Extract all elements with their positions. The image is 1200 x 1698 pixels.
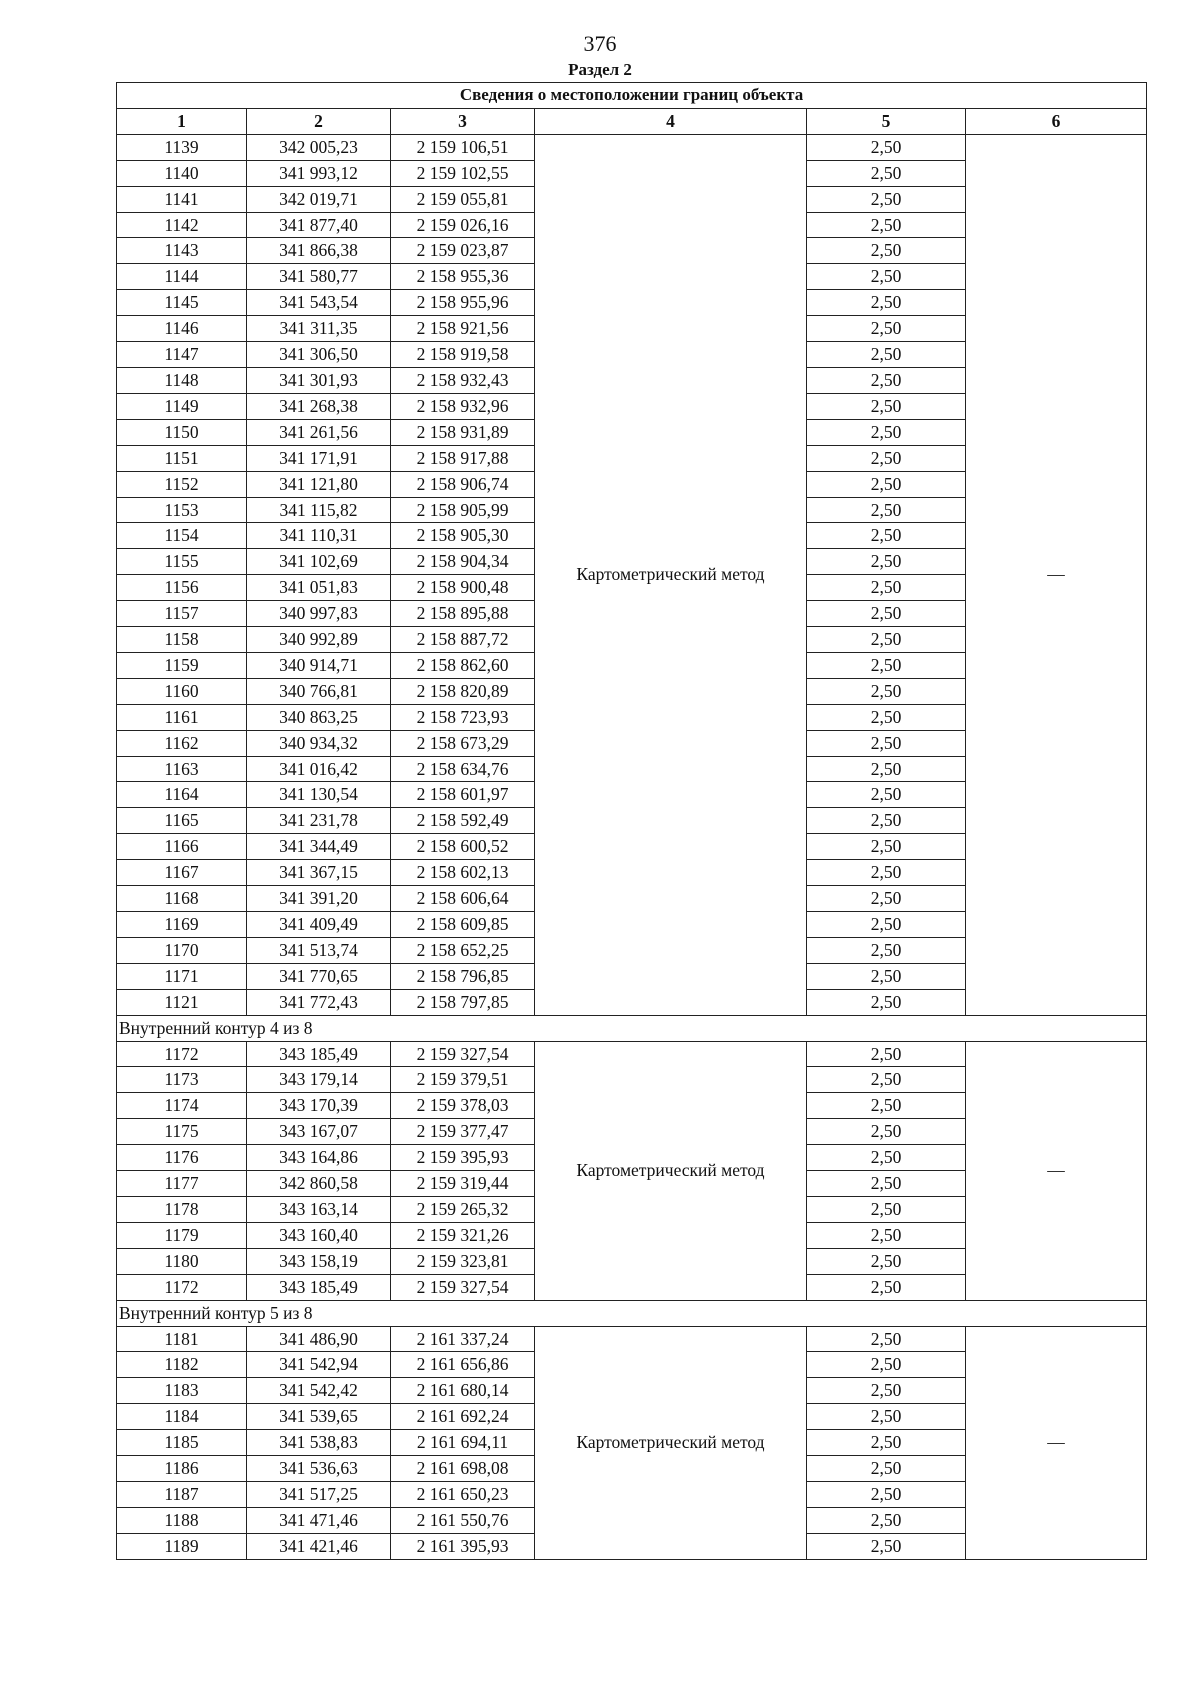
column-header-4: 4 xyxy=(535,108,807,134)
y-coordinate-cell: 2 158 931,89 xyxy=(391,419,535,445)
point-number-cell: 1187 xyxy=(117,1481,247,1507)
x-coordinate-cell: 343 170,39 xyxy=(247,1093,391,1119)
precision-cell: 2,50 xyxy=(807,989,966,1015)
x-coordinate-cell: 341 543,54 xyxy=(247,290,391,316)
y-coordinate-cell: 2 158 634,76 xyxy=(391,756,535,782)
precision-cell: 2,50 xyxy=(807,963,966,989)
x-coordinate-cell: 341 306,50 xyxy=(247,342,391,368)
x-coordinate-cell: 341 539,65 xyxy=(247,1404,391,1430)
precision-cell: 2,50 xyxy=(807,1456,966,1482)
x-coordinate-cell: 341 486,90 xyxy=(247,1326,391,1352)
precision-cell: 2,50 xyxy=(807,1248,966,1274)
precision-cell: 2,50 xyxy=(807,264,966,290)
point-number-cell: 1156 xyxy=(117,575,247,601)
column-header-3: 3 xyxy=(391,108,535,134)
x-coordinate-cell: 341 517,25 xyxy=(247,1481,391,1507)
point-number-cell: 1158 xyxy=(117,627,247,653)
precision-cell: 2,50 xyxy=(807,134,966,160)
precision-cell: 2,50 xyxy=(807,1404,966,1430)
precision-cell: 2,50 xyxy=(807,445,966,471)
precision-cell: 2,50 xyxy=(807,886,966,912)
point-number-cell: 1188 xyxy=(117,1507,247,1533)
point-number-cell: 1176 xyxy=(117,1145,247,1171)
x-coordinate-cell: 343 160,40 xyxy=(247,1222,391,1248)
x-coordinate-cell: 341 391,20 xyxy=(247,886,391,912)
precision-cell: 2,50 xyxy=(807,290,966,316)
y-coordinate-cell: 2 161 698,08 xyxy=(391,1456,535,1482)
precision-cell: 2,50 xyxy=(807,1378,966,1404)
point-number-cell: 1152 xyxy=(117,471,247,497)
y-coordinate-cell: 2 161 550,76 xyxy=(391,1507,535,1533)
page-number: 376 xyxy=(583,31,617,56)
x-coordinate-cell: 341 110,31 xyxy=(247,523,391,549)
point-number-cell: 1142 xyxy=(117,212,247,238)
y-coordinate-cell: 2 161 680,14 xyxy=(391,1378,535,1404)
y-coordinate-cell: 2 159 026,16 xyxy=(391,212,535,238)
point-number-cell: 1153 xyxy=(117,497,247,523)
y-coordinate-cell: 2 158 602,13 xyxy=(391,860,535,886)
x-coordinate-cell: 341 051,83 xyxy=(247,575,391,601)
column-header-1: 1 xyxy=(117,108,247,134)
table-body xyxy=(117,134,1147,1559)
precision-cell: 2,50 xyxy=(807,316,966,342)
precision-cell: 2,50 xyxy=(807,937,966,963)
y-coordinate-cell: 2 159 106,51 xyxy=(391,134,535,160)
y-coordinate-cell: 2 159 378,03 xyxy=(391,1093,535,1119)
precision-cell: 2,50 xyxy=(807,160,966,186)
y-coordinate-cell: 2 158 905,99 xyxy=(391,497,535,523)
precision-cell: 2,50 xyxy=(807,367,966,393)
precision-cell: 2,50 xyxy=(807,912,966,938)
y-coordinate-cell: 2 161 694,11 xyxy=(391,1430,535,1456)
table-row xyxy=(117,1326,1147,1352)
x-coordinate-cell: 341 367,15 xyxy=(247,860,391,886)
y-coordinate-cell: 2 159 319,44 xyxy=(391,1171,535,1197)
point-number-cell: 1121 xyxy=(117,989,247,1015)
table-title: Сведения о местоположении границ объекта xyxy=(117,83,1147,109)
y-coordinate-cell: 2 159 102,55 xyxy=(391,160,535,186)
point-number-cell: 1141 xyxy=(117,186,247,212)
point-number-cell: 1169 xyxy=(117,912,247,938)
x-coordinate-cell: 341 016,42 xyxy=(247,756,391,782)
y-coordinate-cell: 2 158 906,74 xyxy=(391,471,535,497)
column-header-5: 5 xyxy=(807,108,966,134)
y-coordinate-cell: 2 158 895,88 xyxy=(391,601,535,627)
contour-label: Внутренний контур 4 из 8 xyxy=(117,1015,1147,1041)
x-coordinate-cell: 340 997,83 xyxy=(247,601,391,627)
x-coordinate-cell: 341 993,12 xyxy=(247,160,391,186)
y-coordinate-cell: 2 158 900,48 xyxy=(391,575,535,601)
point-number-cell: 1151 xyxy=(117,445,247,471)
point-number-cell: 1160 xyxy=(117,678,247,704)
point-number-cell: 1162 xyxy=(117,730,247,756)
y-coordinate-cell: 2 161 395,93 xyxy=(391,1533,535,1559)
y-coordinate-cell: 2 158 592,49 xyxy=(391,808,535,834)
precision-cell: 2,50 xyxy=(807,342,966,368)
x-coordinate-cell: 343 179,14 xyxy=(247,1067,391,1093)
precision-cell: 2,50 xyxy=(807,601,966,627)
point-number-cell: 1148 xyxy=(117,367,247,393)
precision-cell: 2,50 xyxy=(807,627,966,653)
boundary-table xyxy=(116,82,1147,1560)
point-number-cell: 1174 xyxy=(117,1093,247,1119)
x-coordinate-cell: 341 102,69 xyxy=(247,549,391,575)
y-coordinate-cell: 2 161 337,24 xyxy=(391,1326,535,1352)
point-number-cell: 1146 xyxy=(117,316,247,342)
column-header-6: 6 xyxy=(966,108,1147,134)
x-coordinate-cell: 341 421,46 xyxy=(247,1533,391,1559)
precision-cell: 2,50 xyxy=(807,756,966,782)
boundary-table-container xyxy=(116,82,1147,1560)
precision-cell: 2,50 xyxy=(807,1326,966,1352)
table-title-row xyxy=(117,83,1147,109)
y-coordinate-cell: 2 158 904,34 xyxy=(391,549,535,575)
y-coordinate-cell: 2 158 932,96 xyxy=(391,393,535,419)
point-number-cell: 1143 xyxy=(117,238,247,264)
table-row xyxy=(117,1041,1147,1067)
y-coordinate-cell: 2 158 652,25 xyxy=(391,937,535,963)
column-6-cell: — xyxy=(966,134,1147,1015)
point-number-cell: 1182 xyxy=(117,1352,247,1378)
point-number-cell: 1168 xyxy=(117,886,247,912)
x-coordinate-cell: 343 158,19 xyxy=(247,1248,391,1274)
precision-cell: 2,50 xyxy=(807,238,966,264)
x-coordinate-cell: 341 580,77 xyxy=(247,264,391,290)
y-coordinate-cell: 2 158 797,85 xyxy=(391,989,535,1015)
precision-cell: 2,50 xyxy=(807,523,966,549)
x-coordinate-cell: 341 538,83 xyxy=(247,1430,391,1456)
x-coordinate-cell: 340 766,81 xyxy=(247,678,391,704)
point-number-cell: 1164 xyxy=(117,782,247,808)
y-coordinate-cell: 2 158 606,64 xyxy=(391,886,535,912)
method-cell: Картометрический метод xyxy=(535,1326,807,1559)
x-coordinate-cell: 341 513,74 xyxy=(247,937,391,963)
point-number-cell: 1145 xyxy=(117,290,247,316)
x-coordinate-cell: 342 019,71 xyxy=(247,186,391,212)
x-coordinate-cell: 341 866,38 xyxy=(247,238,391,264)
y-coordinate-cell: 2 158 919,58 xyxy=(391,342,535,368)
y-coordinate-cell: 2 158 609,85 xyxy=(391,912,535,938)
table-head xyxy=(117,83,1147,135)
precision-cell: 2,50 xyxy=(807,212,966,238)
point-number-cell: 1180 xyxy=(117,1248,247,1274)
point-number-cell: 1159 xyxy=(117,652,247,678)
y-coordinate-cell: 2 158 796,85 xyxy=(391,963,535,989)
precision-cell: 2,50 xyxy=(807,860,966,886)
precision-cell: 2,50 xyxy=(807,549,966,575)
x-coordinate-cell: 341 268,38 xyxy=(247,393,391,419)
precision-cell: 2,50 xyxy=(807,1481,966,1507)
precision-cell: 2,50 xyxy=(807,1533,966,1559)
point-number-cell: 1157 xyxy=(117,601,247,627)
precision-cell: 2,50 xyxy=(807,419,966,445)
contour-row xyxy=(117,1015,1147,1041)
y-coordinate-cell: 2 158 955,36 xyxy=(391,264,535,290)
y-coordinate-cell: 2 159 327,54 xyxy=(391,1274,535,1300)
y-coordinate-cell: 2 159 327,54 xyxy=(391,1041,535,1067)
point-number-cell: 1165 xyxy=(117,808,247,834)
point-number-cell: 1149 xyxy=(117,393,247,419)
precision-cell: 2,50 xyxy=(807,497,966,523)
point-number-cell: 1140 xyxy=(117,160,247,186)
y-coordinate-cell: 2 159 321,26 xyxy=(391,1222,535,1248)
precision-cell: 2,50 xyxy=(807,1222,966,1248)
precision-cell: 2,50 xyxy=(807,393,966,419)
point-number-cell: 1178 xyxy=(117,1196,247,1222)
point-number-cell: 1177 xyxy=(117,1171,247,1197)
point-number-cell: 1172 xyxy=(117,1274,247,1300)
x-coordinate-cell: 341 121,80 xyxy=(247,471,391,497)
y-coordinate-cell: 2 158 601,97 xyxy=(391,782,535,808)
contour-label: Внутренний контур 5 из 8 xyxy=(117,1300,1147,1326)
x-coordinate-cell: 341 877,40 xyxy=(247,212,391,238)
point-number-cell: 1166 xyxy=(117,834,247,860)
precision-cell: 2,50 xyxy=(807,652,966,678)
y-coordinate-cell: 2 159 055,81 xyxy=(391,186,535,212)
point-number-cell: 1175 xyxy=(117,1119,247,1145)
section-title: Раздел 2 xyxy=(568,60,632,79)
point-number-cell: 1183 xyxy=(117,1378,247,1404)
x-coordinate-cell: 341 471,46 xyxy=(247,1507,391,1533)
y-coordinate-cell: 2 158 820,89 xyxy=(391,678,535,704)
x-coordinate-cell: 340 934,32 xyxy=(247,730,391,756)
point-number-cell: 1150 xyxy=(117,419,247,445)
point-number-cell: 1163 xyxy=(117,756,247,782)
x-coordinate-cell: 341 542,94 xyxy=(247,1352,391,1378)
x-coordinate-cell: 341 130,54 xyxy=(247,782,391,808)
x-coordinate-cell: 342 005,23 xyxy=(247,134,391,160)
y-coordinate-cell: 2 159 265,32 xyxy=(391,1196,535,1222)
precision-cell: 2,50 xyxy=(807,1274,966,1300)
x-coordinate-cell: 340 863,25 xyxy=(247,704,391,730)
precision-cell: 2,50 xyxy=(807,782,966,808)
precision-cell: 2,50 xyxy=(807,471,966,497)
contour-row xyxy=(117,1300,1147,1326)
point-number-cell: 1161 xyxy=(117,704,247,730)
point-number-cell: 1179 xyxy=(117,1222,247,1248)
point-number-cell: 1139 xyxy=(117,134,247,160)
y-coordinate-cell: 2 161 692,24 xyxy=(391,1404,535,1430)
x-coordinate-cell: 340 992,89 xyxy=(247,627,391,653)
x-coordinate-cell: 343 185,49 xyxy=(247,1041,391,1067)
precision-cell: 2,50 xyxy=(807,1067,966,1093)
y-coordinate-cell: 2 161 656,86 xyxy=(391,1352,535,1378)
precision-cell: 2,50 xyxy=(807,704,966,730)
point-number-cell: 1184 xyxy=(117,1404,247,1430)
x-coordinate-cell: 341 344,49 xyxy=(247,834,391,860)
x-coordinate-cell: 343 185,49 xyxy=(247,1274,391,1300)
precision-cell: 2,50 xyxy=(807,678,966,704)
y-coordinate-cell: 2 158 955,96 xyxy=(391,290,535,316)
precision-cell: 2,50 xyxy=(807,1119,966,1145)
point-number-cell: 1155 xyxy=(117,549,247,575)
x-coordinate-cell: 341 231,78 xyxy=(247,808,391,834)
x-coordinate-cell: 341 301,93 xyxy=(247,367,391,393)
y-coordinate-cell: 2 158 673,29 xyxy=(391,730,535,756)
y-coordinate-cell: 2 159 395,93 xyxy=(391,1145,535,1171)
method-cell: Картометрический метод xyxy=(535,134,807,1015)
y-coordinate-cell: 2 158 917,88 xyxy=(391,445,535,471)
y-coordinate-cell: 2 159 377,47 xyxy=(391,1119,535,1145)
x-coordinate-cell: 343 164,86 xyxy=(247,1145,391,1171)
point-number-cell: 1181 xyxy=(117,1326,247,1352)
precision-cell: 2,50 xyxy=(807,1171,966,1197)
point-number-cell: 1189 xyxy=(117,1533,247,1559)
y-coordinate-cell: 2 158 723,93 xyxy=(391,704,535,730)
y-coordinate-cell: 2 159 023,87 xyxy=(391,238,535,264)
x-coordinate-cell: 343 163,14 xyxy=(247,1196,391,1222)
precision-cell: 2,50 xyxy=(807,1093,966,1119)
y-coordinate-cell: 2 159 379,51 xyxy=(391,1067,535,1093)
column-header-2: 2 xyxy=(247,108,391,134)
point-number-cell: 1147 xyxy=(117,342,247,368)
x-coordinate-cell: 341 171,91 xyxy=(247,445,391,471)
x-coordinate-cell: 341 772,43 xyxy=(247,989,391,1015)
x-coordinate-cell: 343 167,07 xyxy=(247,1119,391,1145)
x-coordinate-cell: 341 409,49 xyxy=(247,912,391,938)
precision-cell: 2,50 xyxy=(807,808,966,834)
y-coordinate-cell: 2 158 600,52 xyxy=(391,834,535,860)
y-coordinate-cell: 2 161 650,23 xyxy=(391,1481,535,1507)
point-number-cell: 1185 xyxy=(117,1430,247,1456)
y-coordinate-cell: 2 158 921,56 xyxy=(391,316,535,342)
point-number-cell: 1170 xyxy=(117,937,247,963)
precision-cell: 2,50 xyxy=(807,186,966,212)
x-coordinate-cell: 341 542,42 xyxy=(247,1378,391,1404)
y-coordinate-cell: 2 159 323,81 xyxy=(391,1248,535,1274)
precision-cell: 2,50 xyxy=(807,1145,966,1171)
x-coordinate-cell: 342 860,58 xyxy=(247,1171,391,1197)
y-coordinate-cell: 2 158 905,30 xyxy=(391,523,535,549)
precision-cell: 2,50 xyxy=(807,1041,966,1067)
point-number-cell: 1154 xyxy=(117,523,247,549)
x-coordinate-cell: 341 261,56 xyxy=(247,419,391,445)
precision-cell: 2,50 xyxy=(807,575,966,601)
column-6-cell: — xyxy=(966,1041,1147,1300)
column-header-row xyxy=(117,108,1147,134)
y-coordinate-cell: 2 158 887,72 xyxy=(391,627,535,653)
point-number-cell: 1173 xyxy=(117,1067,247,1093)
point-number-cell: 1144 xyxy=(117,264,247,290)
precision-cell: 2,50 xyxy=(807,1430,966,1456)
x-coordinate-cell: 341 536,63 xyxy=(247,1456,391,1482)
x-coordinate-cell: 341 311,35 xyxy=(247,316,391,342)
precision-cell: 2,50 xyxy=(807,1507,966,1533)
precision-cell: 2,50 xyxy=(807,1352,966,1378)
x-coordinate-cell: 341 770,65 xyxy=(247,963,391,989)
precision-cell: 2,50 xyxy=(807,834,966,860)
table-row xyxy=(117,134,1147,160)
point-number-cell: 1167 xyxy=(117,860,247,886)
x-coordinate-cell: 341 115,82 xyxy=(247,497,391,523)
precision-cell: 2,50 xyxy=(807,730,966,756)
point-number-cell: 1186 xyxy=(117,1456,247,1482)
column-6-cell: — xyxy=(966,1326,1147,1559)
x-coordinate-cell: 340 914,71 xyxy=(247,652,391,678)
point-number-cell: 1171 xyxy=(117,963,247,989)
method-cell: Картометрический метод xyxy=(535,1041,807,1300)
precision-cell: 2,50 xyxy=(807,1196,966,1222)
y-coordinate-cell: 2 158 932,43 xyxy=(391,367,535,393)
y-coordinate-cell: 2 158 862,60 xyxy=(391,652,535,678)
point-number-cell: 1172 xyxy=(117,1041,247,1067)
